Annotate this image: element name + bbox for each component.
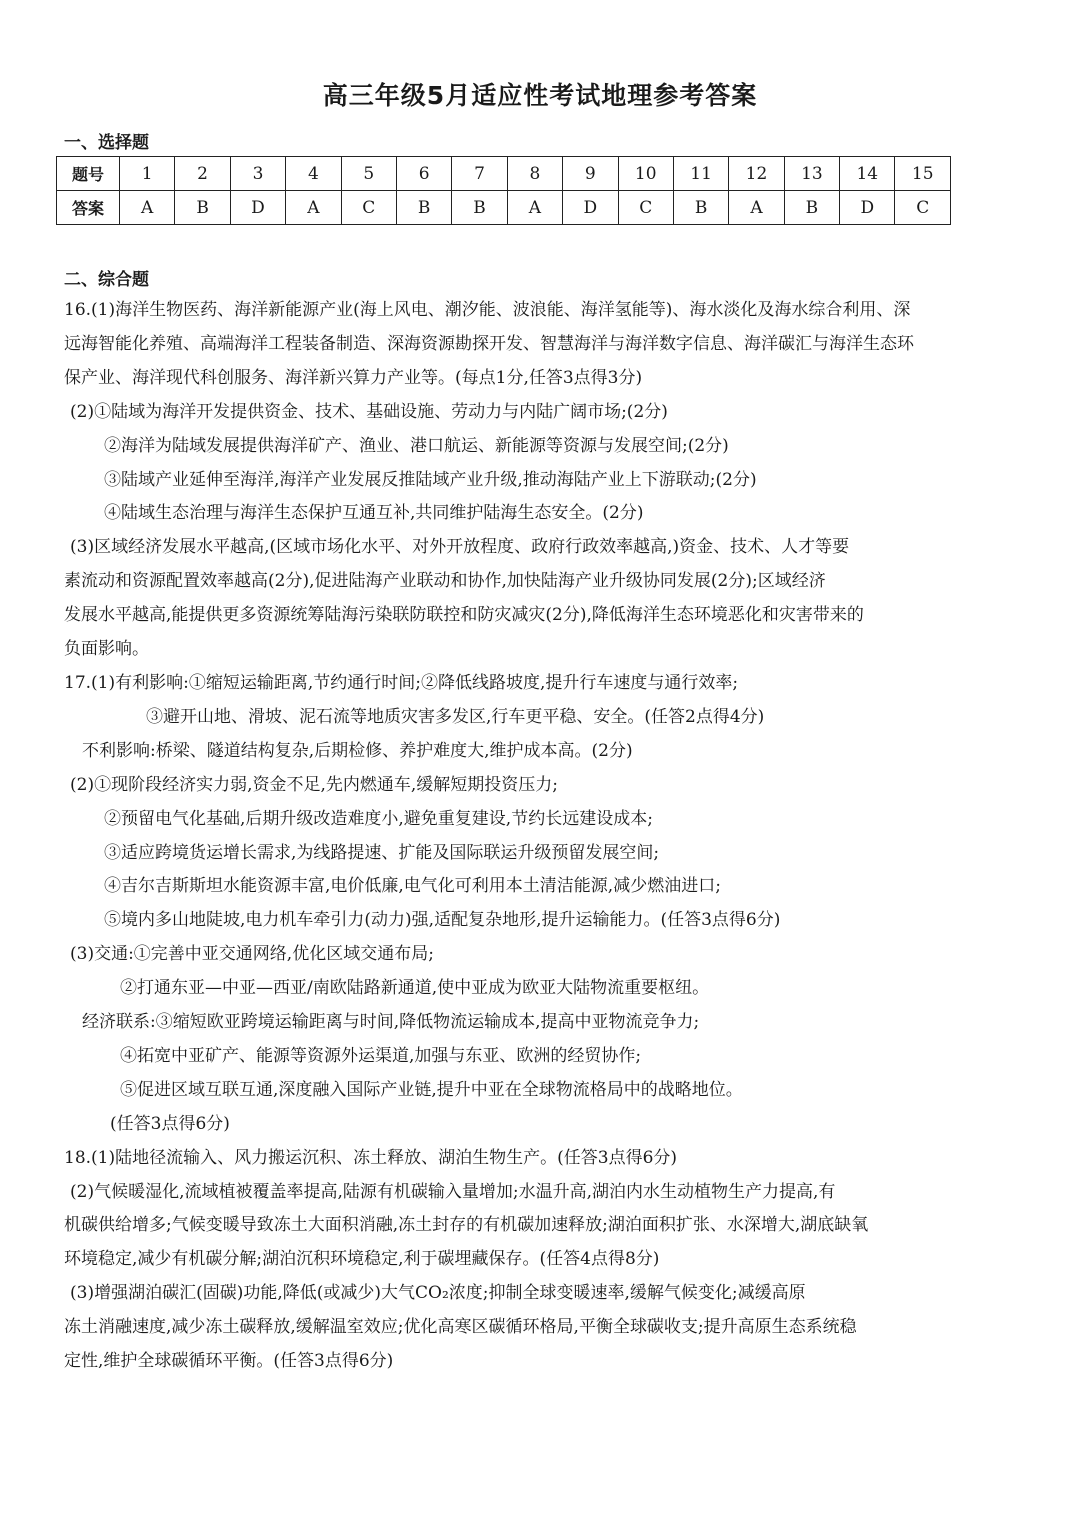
answer-cell: B — [175, 191, 230, 225]
answer-cell: A — [507, 191, 562, 225]
question-number-row — [57, 157, 951, 191]
question-number-cell: 6 — [396, 157, 451, 191]
answer-cell: C — [895, 191, 951, 225]
question-number-cell: 15 — [895, 157, 951, 191]
answer-line: ④吉尔吉斯斯坦水能资源丰富,电价低廉,电气化可利用本土清洁能源,减少燃油进口; — [104, 876, 721, 897]
answer-line: ②打通东亚—中亚—西亚/南欧陆路新通道,使中亚成为欧亚大陆物流重要枢纽。 — [120, 978, 710, 999]
answer-line: (2)①陆域为海洋开发提供资金、技术、基础设施、劳动力与内陆广阔市场;(2分) — [70, 401, 668, 422]
answer-line: ②预留电气化基础,后期升级改造难度小,避免重复建设,节约长远建设成本; — [104, 808, 653, 829]
answer-cell: B — [784, 191, 839, 225]
question-number-cell: 12 — [729, 157, 784, 191]
answer-cell: B — [396, 191, 451, 225]
answer-line: (3)增强湖泊碳汇(固碳)功能,降低(或减少)大气CO₂浓度;抑制全球变暖速率,缓解气候变化;减缓高原 — [70, 1283, 806, 1304]
question-number-cell: 9 — [563, 157, 618, 191]
answer-line: 机碳供给增多;气候变暖导致冻土大面积消融,冻土封存的有机碳加速释放;湖泊面积扩张、水深增大,湖底缺氧 — [64, 1215, 869, 1236]
answer-table — [56, 156, 951, 225]
answer-line: ⑤境内多山地陡坡,电力机车牵引力(动力)强,适配复杂地形,提升运输能力。(任答3点得6分) — [104, 910, 781, 931]
answer-cell: A — [286, 191, 341, 225]
question-number-cell: 2 — [175, 157, 230, 191]
answer-line: ③避开山地、滑坡、泥石流等地质灾害多发区,行车更平稳、安全。(任答2点得4分) — [146, 706, 765, 727]
answer-cell: B — [452, 191, 507, 225]
question-number-cell: 10 — [618, 157, 673, 191]
question-number-cell: 3 — [230, 157, 285, 191]
answer-line: ③陆域产业延伸至海洋,海洋产业发展反推陆域产业升级,推动海陆产业上下游联动;(2分) — [104, 469, 757, 490]
answer-line: (任答3点得6分) — [110, 1113, 230, 1134]
answer-line: (3)交通:①完善中亚交通网络,优化区域交通布局; — [70, 944, 434, 965]
question-number-cell: 13 — [784, 157, 839, 191]
section-heading-choice: 一、选择题 — [64, 133, 149, 153]
row-header-question: 题号 — [57, 157, 120, 191]
answer-line: 18.(1)陆地径流输入、风力搬运沉积、冻土释放、湖泊生物生产。(任答3点得6分) — [64, 1147, 678, 1168]
answer-line: 发展水平越高,能提供更多资源统筹陆海污染联防联控和防灾减灾(2分),降低海洋生态环境恶化和灾害带来的 — [64, 605, 864, 626]
answer-line: ④陆域生态治理与海洋生态保护互通互补,共同维护陆海生态安全。(2分) — [104, 503, 644, 524]
question-number-cell: 11 — [673, 157, 728, 191]
question-number-cell: 14 — [840, 157, 895, 191]
answer-line: 定性,维护全球碳循环平衡。(任答3点得6分) — [64, 1351, 394, 1372]
answer-cell: A — [120, 191, 175, 225]
answer-cell: B — [673, 191, 728, 225]
answer-cell: C — [341, 191, 396, 225]
answer-line: (3)区域经济发展水平越高,(区域市场化水平、对外开放程度、政府行政效率越高,)资金、技术、人才等要 — [70, 537, 850, 558]
answer-line: ⑤促进区域互联互通,深度融入国际产业链,提升中亚在全球物流格局中的战略地位。 — [120, 1079, 743, 1100]
row-header-answer: 答案 — [57, 191, 120, 225]
question-number-cell: 7 — [452, 157, 507, 191]
answer-line: 环境稳定,减少有机碳分解;湖泊沉积环境稳定,利于碳埋藏保存。(任答4点得8分) — [64, 1249, 660, 1270]
answer-cell: C — [618, 191, 673, 225]
answer-line: 冻土消融速度,减少冻土碳释放,缓解温室效应;优化高寒区碳循环格局,平衡全球碳收支;提升高原生态系统稳 — [64, 1317, 857, 1338]
answer-line: 经济联系:③缩短欧亚跨境运输距离与时间,降低物流运输成本,提高中亚物流竞争力; — [82, 1012, 700, 1033]
page-title: 高三年级5月适应性考试地理参考答案 — [322, 81, 758, 110]
answer-line: (2)气候暖湿化,流域植被覆盖率提高,陆源有机碳输入量增加;水温升高,湖泊内水生动植物生产力提高,有 — [70, 1181, 836, 1202]
question-number-cell: 4 — [286, 157, 341, 191]
answer-cell: D — [230, 191, 285, 225]
answer-cell: D — [840, 191, 895, 225]
answer-line: 负面影响。 — [64, 639, 149, 660]
answer-line: 17.(1)有利影响:①缩短运输距离,节约通行时间;②降低线路坡度,提升行车速度与通行效率; — [64, 672, 739, 693]
answer-cell: D — [563, 191, 618, 225]
answer-line: ③适应跨境货运增长需求,为线路提速、扩能及国际联运升级预留发展空间; — [104, 842, 660, 863]
question-number-cell: 8 — [507, 157, 562, 191]
comprehensive-answers — [64, 294, 1020, 1379]
answer-line: 远海智能化养殖、高端海洋工程装备制造、深海资源勘探开发、智慧海洋与海洋数字信息、海洋碳汇与海洋生态环 — [64, 333, 914, 354]
section-heading-comprehensive: 二、综合题 — [64, 270, 149, 290]
question-number-cell: 1 — [120, 157, 175, 191]
answer-line: ④拓宽中亚矿产、能源等资源外运渠道,加强与东亚、欧洲的经贸协作; — [120, 1045, 642, 1066]
answer-cell: A — [729, 191, 784, 225]
answer-line: 16.(1)海洋生物医药、海洋新能源产业(海上风电、潮汐能、波浪能、海洋氢能等)、海水淡化及海水综合利用、深 — [64, 300, 911, 320]
answer-line: 不利影响:桥梁、隧道结构复杂,后期检修、养护难度大,维护成本高。(2分) — [82, 740, 633, 761]
question-number-cell: 5 — [341, 157, 396, 191]
answer-line: ②海洋为陆域发展提供海洋矿产、渔业、港口航运、新能源等资源与发展空间;(2分) — [104, 435, 729, 456]
answer-line: (2)①现阶段经济实力弱,资金不足,先内燃通车,缓解短期投资压力; — [70, 774, 559, 795]
answer-row — [57, 191, 951, 225]
answer-line: 保产业、海洋现代科创服务、海洋新兴算力产业等。(每点1分,任答3点得3分) — [64, 367, 643, 388]
answer-line: 素流动和资源配置效率越高(2分),促进陆海产业联动和协作,加快陆海产业升级协同发展(2分);区域经济 — [64, 571, 826, 592]
